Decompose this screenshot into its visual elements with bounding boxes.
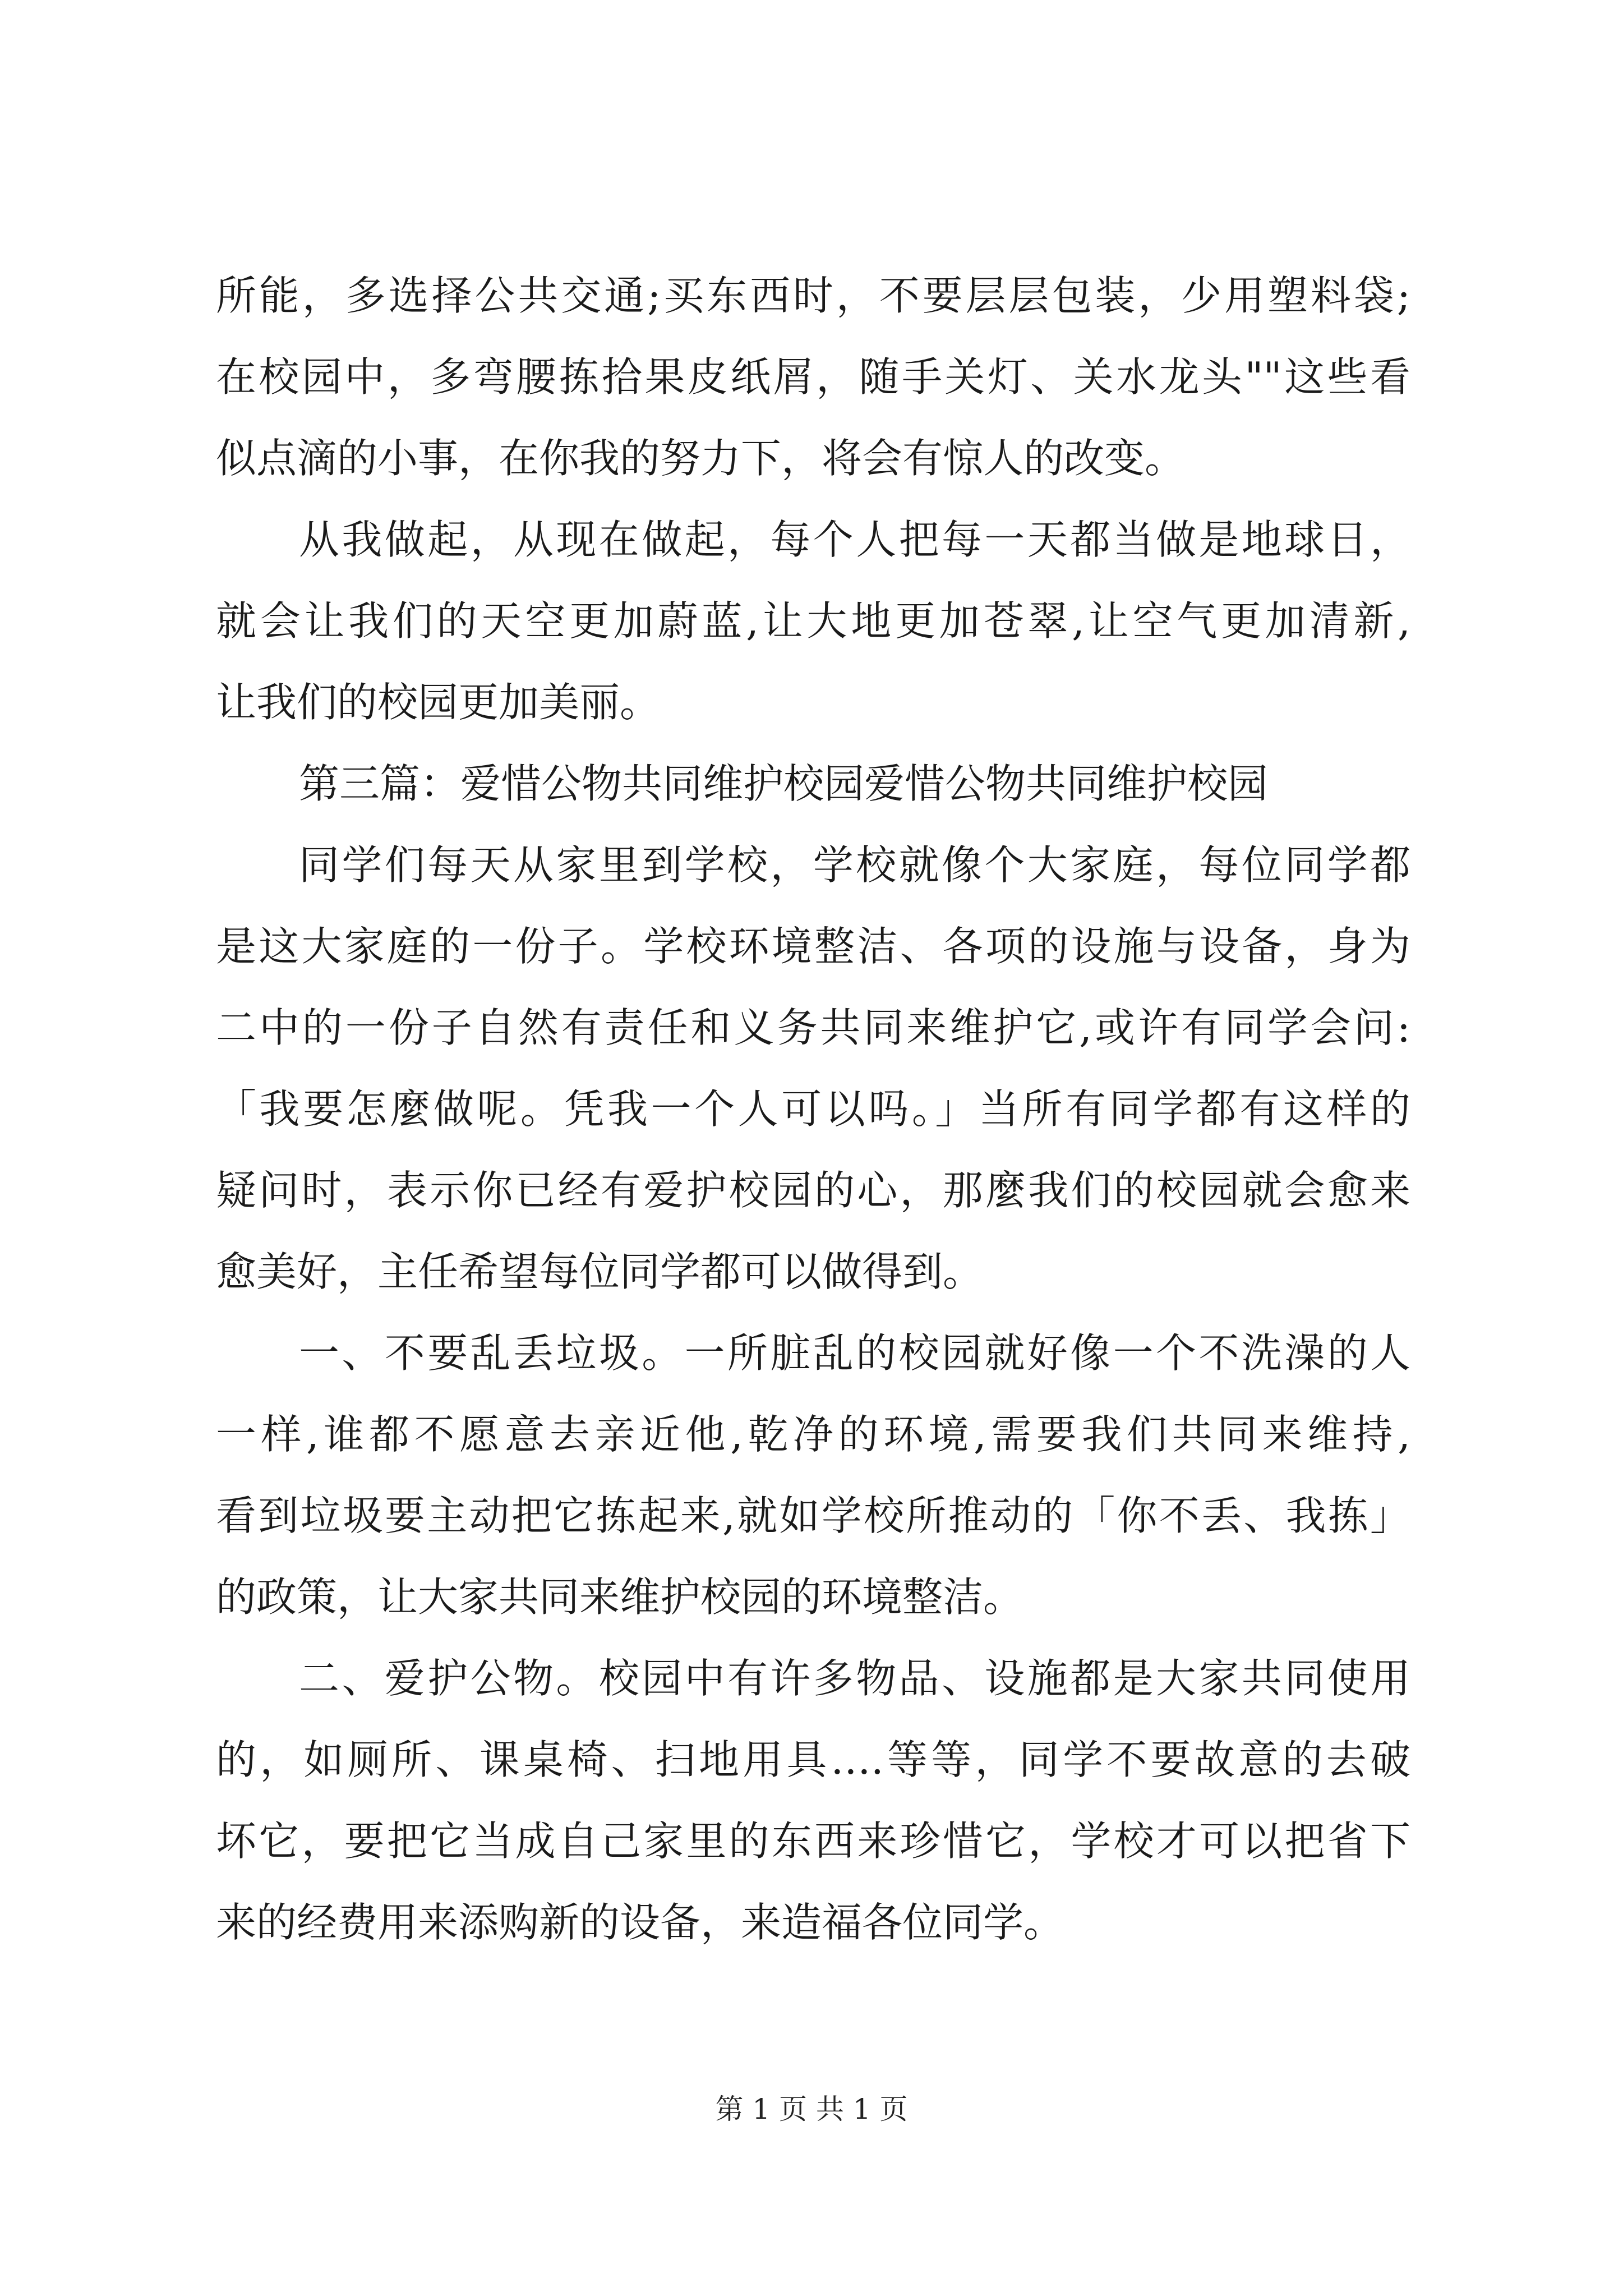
- page-footer: [0, 2090, 1623, 2129]
- document-body: [216, 255, 1410, 1963]
- text-line: 看到垃圾要主动把它拣起来,就如学校所推动的「你不丢、我拣」: [216, 1492, 1410, 1539]
- section-heading: 第三篇：爱惜公物共同维护校园爱惜公物共同维护校园: [299, 760, 1269, 807]
- text-line: 是这大家庭的一份子。学校环境整洁、各项的设施与设备，身为: [216, 923, 1410, 970]
- text-line: 让我们的校园更加美丽。: [216, 679, 661, 726]
- text-line: 一样,谁都不愿意去亲近他,乾净的环境,需要我们共同来维持,: [216, 1411, 1410, 1458]
- text-line: 就会让我们的天空更加蔚蓝,让大地更加苍翠,让空气更加清新,: [216, 597, 1410, 645]
- text-line: 愈美好，主任希望每位同学都可以做得到。: [216, 1248, 984, 1295]
- text-line: 「我要怎麼做呢。凭我一个人可以吗。」当所有同学都有这样的: [216, 1085, 1410, 1133]
- text-line: 在校园中，多弯腰拣拾果皮纸屑，随手关灯、关水龙头""这些看: [216, 353, 1410, 401]
- text-line: 二、爱护公物。校园中有许多物品、设施都是大家共同使用: [299, 1655, 1410, 1702]
- text-line: 一、不要乱丢垃圾。一所脏乱的校园就好像一个不洗澡的人: [299, 1329, 1410, 1377]
- text-line: 似点滴的小事，在你我的努力下，将会有惊人的改变。: [216, 435, 1186, 482]
- text-line: 疑问时，表示你已经有爱护校园的心，那麼我们的校园就会愈来: [216, 1167, 1410, 1214]
- text-line: 坏它，要把它当成自己家里的东西来珍惜它，学校才可以把省下: [216, 1818, 1410, 1865]
- text-line: 来的经费用来添购新的设备，来造福各位同学。: [216, 1899, 1064, 1946]
- text-line: 同学们每天从家里到学校，学校就像个大家庭，每位同学都: [299, 841, 1410, 889]
- page-number-label: 第 1 页 共 1 页: [715, 2093, 908, 2125]
- text-line: 所能，多选择公共交通;买东西时，不要层层包装，少用塑料袋;: [216, 272, 1410, 319]
- text-line: 二中的一份子自然有责任和义务共同来维护它,或许有同学会问:: [216, 1004, 1410, 1051]
- text-line: 的政策，让大家共同来维护校园的环境整洁。: [216, 1573, 1024, 1621]
- text-line: 的，如厕所、课桌椅、扫地用具….等等，同学不要故意的去破: [216, 1736, 1410, 1783]
- text-line: 从我做起，从现在做起，每个人把每一天都当做是地球日，: [299, 516, 1410, 563]
